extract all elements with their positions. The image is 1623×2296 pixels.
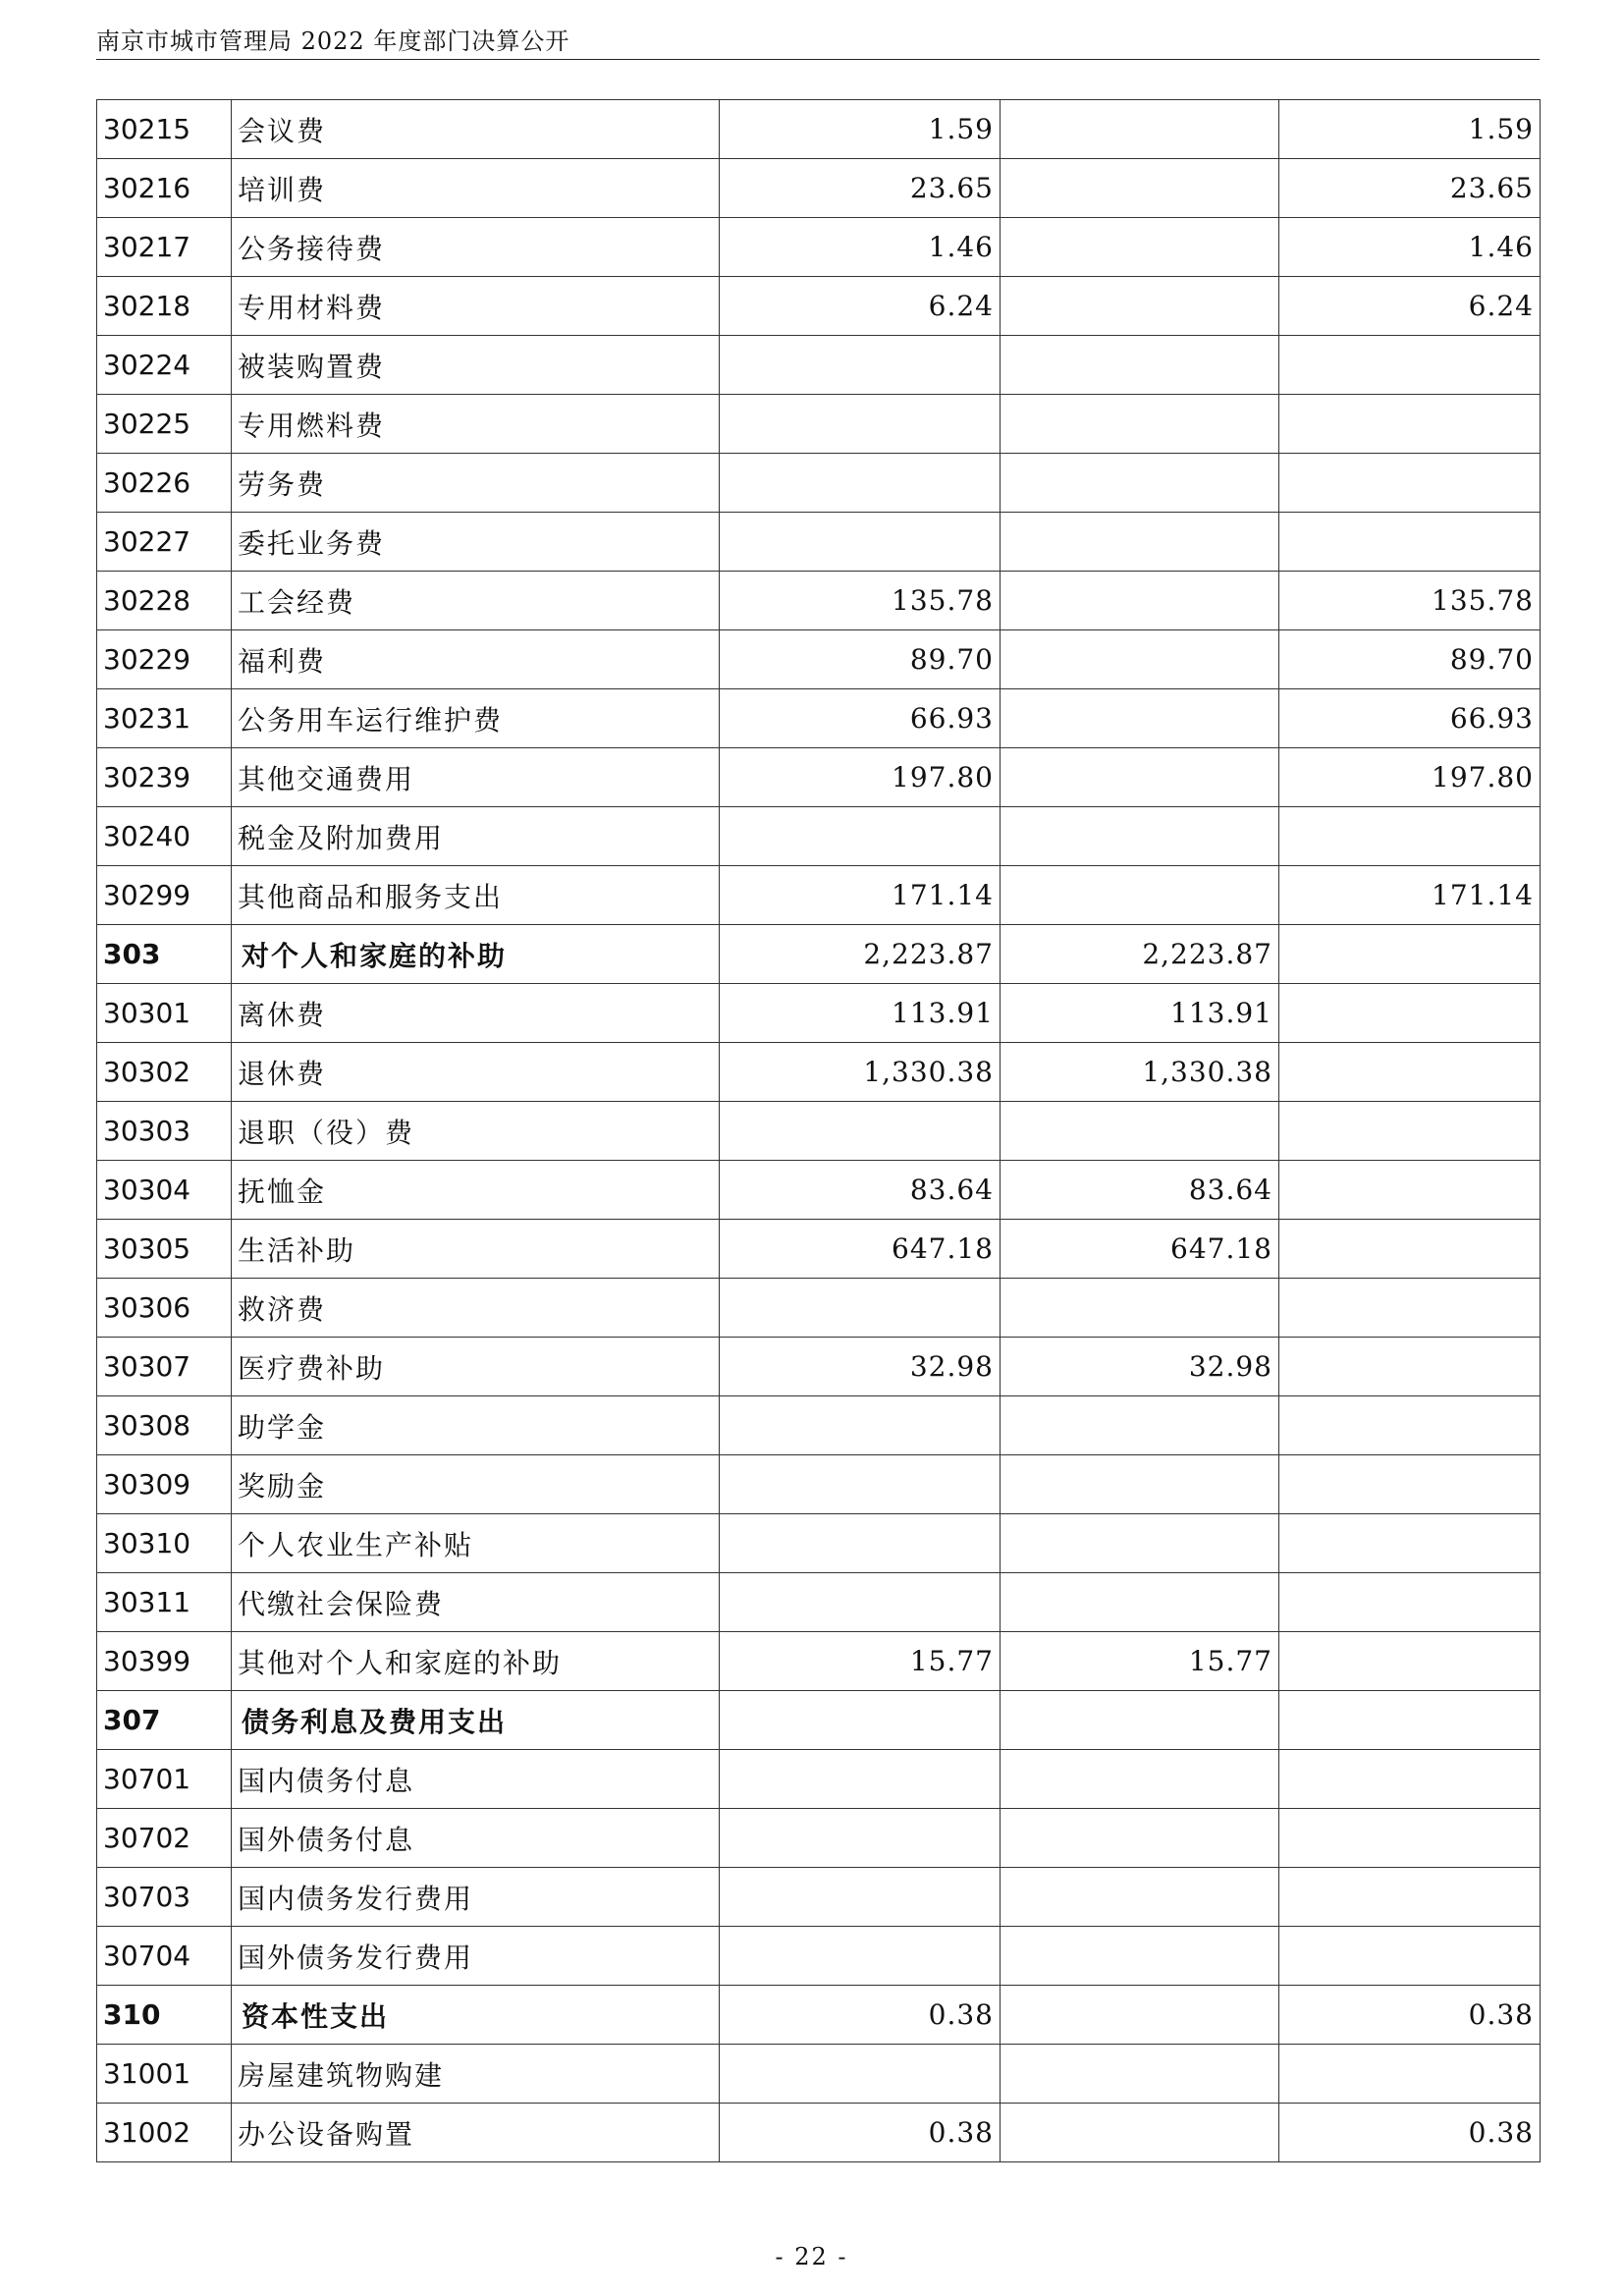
row-name-cell: 离休费 xyxy=(232,984,720,1043)
row-name-cell: 劳务费 xyxy=(232,454,720,513)
row-code-cell: 30225 xyxy=(97,395,232,454)
table-row xyxy=(97,1220,1541,1279)
row-total-cell: 1.46 xyxy=(720,218,1001,277)
row-name-cell: 工会经费 xyxy=(232,572,720,630)
row-basic-cell xyxy=(1001,454,1279,513)
row-public-cell xyxy=(1279,1868,1541,1927)
row-name-cell: 税金及附加费用 xyxy=(232,807,720,866)
table-row xyxy=(97,277,1541,336)
row-basic-cell: 32.98 xyxy=(1001,1338,1279,1396)
row-basic-cell xyxy=(1001,336,1279,395)
row-code-cell: 30216 xyxy=(97,159,232,218)
table-row xyxy=(97,2104,1541,2162)
row-name-cell: 委托业务费 xyxy=(232,513,720,572)
row-total-cell: 2,223.87 xyxy=(720,925,1001,984)
row-name-cell: 债务利息及费用支出 xyxy=(232,1691,720,1750)
row-name-cell: 医疗费补助 xyxy=(232,1338,720,1396)
row-code-cell: 310 xyxy=(97,1986,232,2045)
expenditure-table-body xyxy=(97,100,1541,2162)
row-public-cell: 197.80 xyxy=(1279,748,1541,807)
row-total-cell xyxy=(720,1809,1001,1868)
row-basic-cell xyxy=(1001,218,1279,277)
row-name-cell: 其他对个人和家庭的补助 xyxy=(232,1632,720,1691)
category-row xyxy=(97,925,1541,984)
row-public-cell: 23.65 xyxy=(1279,159,1541,218)
row-name-cell: 福利费 xyxy=(232,630,720,689)
row-basic-cell xyxy=(1001,572,1279,630)
row-name-cell: 生活补助 xyxy=(232,1220,720,1279)
row-total-cell xyxy=(720,1691,1001,1750)
row-total-cell: 0.38 xyxy=(720,2104,1001,2162)
table-row xyxy=(97,866,1541,925)
row-code-cell: 30704 xyxy=(97,1927,232,1986)
row-public-cell xyxy=(1279,1927,1541,1986)
row-basic-cell xyxy=(1001,1102,1279,1161)
row-code-cell: 30303 xyxy=(97,1102,232,1161)
row-name-cell: 公务接待费 xyxy=(232,218,720,277)
row-total-cell: 1,330.38 xyxy=(720,1043,1001,1102)
row-basic-cell: 2,223.87 xyxy=(1001,925,1279,984)
row-name-cell: 培训费 xyxy=(232,159,720,218)
row-name-cell: 其他交通费用 xyxy=(232,748,720,807)
row-public-cell xyxy=(1279,1750,1541,1809)
row-basic-cell: 113.91 xyxy=(1001,984,1279,1043)
row-name-cell: 退休费 xyxy=(232,1043,720,1102)
row-code-cell: 30231 xyxy=(97,689,232,748)
table-row xyxy=(97,572,1541,630)
row-basic-cell xyxy=(1001,1455,1279,1514)
row-code-cell: 30311 xyxy=(97,1573,232,1632)
row-total-cell: 15.77 xyxy=(720,1632,1001,1691)
row-public-cell: 1.46 xyxy=(1279,218,1541,277)
row-code-cell: 31002 xyxy=(97,2104,232,2162)
row-total-cell xyxy=(720,1750,1001,1809)
table-row xyxy=(97,1455,1541,1514)
row-code-cell: 307 xyxy=(97,1691,232,1750)
row-total-cell: 113.91 xyxy=(720,984,1001,1043)
row-total-cell: 197.80 xyxy=(720,748,1001,807)
row-basic-cell: 1,330.38 xyxy=(1001,1043,1279,1102)
row-code-cell: 31001 xyxy=(97,2045,232,2104)
row-name-cell: 抚恤金 xyxy=(232,1161,720,1220)
row-name-cell: 代缴社会保险费 xyxy=(232,1573,720,1632)
row-name-cell: 办公设备购置 xyxy=(232,2104,720,2162)
row-basic-cell xyxy=(1001,866,1279,925)
row-name-cell: 资本性支出 xyxy=(232,1986,720,2045)
row-code-cell: 30310 xyxy=(97,1514,232,1573)
row-total-cell xyxy=(720,1927,1001,1986)
row-total-cell xyxy=(720,1868,1001,1927)
row-public-cell xyxy=(1279,395,1541,454)
row-public-cell: 135.78 xyxy=(1279,572,1541,630)
row-name-cell: 公务用车运行维护费 xyxy=(232,689,720,748)
table-row xyxy=(97,159,1541,218)
row-public-cell xyxy=(1279,1514,1541,1573)
table-row xyxy=(97,1809,1541,1868)
table-row xyxy=(97,1161,1541,1220)
row-code-cell: 30702 xyxy=(97,1809,232,1868)
table-row xyxy=(97,748,1541,807)
row-basic-cell: 15.77 xyxy=(1001,1632,1279,1691)
row-total-cell: 32.98 xyxy=(720,1338,1001,1396)
row-public-cell: 66.93 xyxy=(1279,689,1541,748)
row-name-cell: 国外债务付息 xyxy=(232,1809,720,1868)
row-public-cell xyxy=(1279,1338,1541,1396)
row-public-cell xyxy=(1279,1396,1541,1455)
row-total-cell xyxy=(720,1102,1001,1161)
row-total-cell: 647.18 xyxy=(720,1220,1001,1279)
row-total-cell: 135.78 xyxy=(720,572,1001,630)
row-code-cell: 30215 xyxy=(97,100,232,159)
row-public-cell xyxy=(1279,1573,1541,1632)
row-total-cell xyxy=(720,1279,1001,1338)
row-name-cell: 专用材料费 xyxy=(232,277,720,336)
row-code-cell: 30226 xyxy=(97,454,232,513)
row-code-cell: 30227 xyxy=(97,513,232,572)
header-divider xyxy=(96,59,1540,60)
row-basic-cell xyxy=(1001,807,1279,866)
table-row xyxy=(97,1573,1541,1632)
row-code-cell: 30301 xyxy=(97,984,232,1043)
row-code-cell: 30240 xyxy=(97,807,232,866)
table-row xyxy=(97,2045,1541,2104)
table-row xyxy=(97,630,1541,689)
document-header-title: 南京市城市管理局 2022 年度部门决算公开 xyxy=(96,27,570,55)
category-row xyxy=(97,1691,1541,1750)
table-row xyxy=(97,218,1541,277)
row-code-cell: 30304 xyxy=(97,1161,232,1220)
table-row xyxy=(97,984,1541,1043)
row-basic-cell xyxy=(1001,748,1279,807)
row-total-cell: 6.24 xyxy=(720,277,1001,336)
table-row xyxy=(97,1632,1541,1691)
row-public-cell: 6.24 xyxy=(1279,277,1541,336)
row-code-cell: 30399 xyxy=(97,1632,232,1691)
row-public-cell: 0.38 xyxy=(1279,1986,1541,2045)
table-row xyxy=(97,1868,1541,1927)
row-public-cell: 89.70 xyxy=(1279,630,1541,689)
row-public-cell xyxy=(1279,1161,1541,1220)
row-basic-cell xyxy=(1001,1986,1279,2045)
row-basic-cell xyxy=(1001,1809,1279,1868)
row-public-cell: 1.59 xyxy=(1279,100,1541,159)
row-name-cell: 个人农业生产补贴 xyxy=(232,1514,720,1573)
row-name-cell: 其他商品和服务支出 xyxy=(232,866,720,925)
row-public-cell xyxy=(1279,1220,1541,1279)
row-basic-cell: 83.64 xyxy=(1001,1161,1279,1220)
row-basic-cell xyxy=(1001,630,1279,689)
row-total-cell xyxy=(720,513,1001,572)
row-total-cell: 1.59 xyxy=(720,100,1001,159)
table-row xyxy=(97,1514,1541,1573)
table-row xyxy=(97,454,1541,513)
table-row xyxy=(97,1750,1541,1809)
row-code-cell: 30307 xyxy=(97,1338,232,1396)
row-public-cell xyxy=(1279,1809,1541,1868)
table-row xyxy=(97,1102,1541,1161)
row-basic-cell: 647.18 xyxy=(1001,1220,1279,1279)
row-code-cell: 30228 xyxy=(97,572,232,630)
row-basic-cell xyxy=(1001,689,1279,748)
row-code-cell: 30217 xyxy=(97,218,232,277)
row-public-cell xyxy=(1279,454,1541,513)
row-basic-cell xyxy=(1001,1514,1279,1573)
table-row xyxy=(97,100,1541,159)
table-row xyxy=(97,1338,1541,1396)
page-number: - 22 - xyxy=(775,2243,848,2270)
row-total-cell: 171.14 xyxy=(720,866,1001,925)
row-public-cell xyxy=(1279,2045,1541,2104)
row-code-cell: 303 xyxy=(97,925,232,984)
row-code-cell: 30703 xyxy=(97,1868,232,1927)
row-basic-cell xyxy=(1001,1279,1279,1338)
row-basic-cell xyxy=(1001,1573,1279,1632)
row-total-cell xyxy=(720,807,1001,866)
row-code-cell: 30701 xyxy=(97,1750,232,1809)
row-basic-cell xyxy=(1001,100,1279,159)
row-public-cell xyxy=(1279,925,1541,984)
row-name-cell: 救济费 xyxy=(232,1279,720,1338)
row-name-cell: 奖励金 xyxy=(232,1455,720,1514)
row-public-cell xyxy=(1279,807,1541,866)
row-name-cell: 对个人和家庭的补助 xyxy=(232,925,720,984)
row-total-cell xyxy=(720,395,1001,454)
row-basic-cell xyxy=(1001,2104,1279,2162)
row-code-cell: 30309 xyxy=(97,1455,232,1514)
category-row xyxy=(97,1986,1541,2045)
table-row xyxy=(97,1927,1541,1986)
row-code-cell: 30299 xyxy=(97,866,232,925)
table-row xyxy=(97,1279,1541,1338)
row-name-cell: 被装购置费 xyxy=(232,336,720,395)
row-public-cell: 171.14 xyxy=(1279,866,1541,925)
expenditure-table xyxy=(96,99,1541,2162)
row-total-cell xyxy=(720,1514,1001,1573)
row-basic-cell xyxy=(1001,159,1279,218)
row-basic-cell xyxy=(1001,1868,1279,1927)
row-total-cell: 0.38 xyxy=(720,1986,1001,2045)
table-row xyxy=(97,336,1541,395)
row-public-cell xyxy=(1279,513,1541,572)
row-total-cell xyxy=(720,2045,1001,2104)
row-name-cell: 房屋建筑物购建 xyxy=(232,2045,720,2104)
row-code-cell: 30308 xyxy=(97,1396,232,1455)
table-row xyxy=(97,1396,1541,1455)
row-name-cell: 会议费 xyxy=(232,100,720,159)
row-basic-cell xyxy=(1001,2045,1279,2104)
row-code-cell: 30302 xyxy=(97,1043,232,1102)
row-name-cell: 退职（役）费 xyxy=(232,1102,720,1161)
row-basic-cell xyxy=(1001,1927,1279,1986)
row-name-cell: 专用燃料费 xyxy=(232,395,720,454)
row-code-cell: 30305 xyxy=(97,1220,232,1279)
row-name-cell: 国内债务付息 xyxy=(232,1750,720,1809)
table-row xyxy=(97,513,1541,572)
row-total-cell xyxy=(720,336,1001,395)
row-basic-cell xyxy=(1001,1750,1279,1809)
row-basic-cell xyxy=(1001,1396,1279,1455)
row-code-cell: 30239 xyxy=(97,748,232,807)
row-code-cell: 30306 xyxy=(97,1279,232,1338)
row-code-cell: 30224 xyxy=(97,336,232,395)
row-basic-cell xyxy=(1001,1691,1279,1750)
row-name-cell: 国内债务发行费用 xyxy=(232,1868,720,1927)
row-total-cell: 83.64 xyxy=(720,1161,1001,1220)
row-total-cell: 89.70 xyxy=(720,630,1001,689)
table-row xyxy=(97,395,1541,454)
row-total-cell: 66.93 xyxy=(720,689,1001,748)
row-code-cell: 30229 xyxy=(97,630,232,689)
row-total-cell xyxy=(720,1455,1001,1514)
row-public-cell xyxy=(1279,984,1541,1043)
table-row xyxy=(97,689,1541,748)
row-basic-cell xyxy=(1001,513,1279,572)
table-row xyxy=(97,807,1541,866)
row-total-cell: 23.65 xyxy=(720,159,1001,218)
row-public-cell xyxy=(1279,1455,1541,1514)
row-public-cell: 0.38 xyxy=(1279,2104,1541,2162)
row-total-cell xyxy=(720,454,1001,513)
row-public-cell xyxy=(1279,336,1541,395)
row-public-cell xyxy=(1279,1632,1541,1691)
row-public-cell xyxy=(1279,1102,1541,1161)
row-name-cell: 助学金 xyxy=(232,1396,720,1455)
row-public-cell xyxy=(1279,1691,1541,1750)
row-total-cell xyxy=(720,1573,1001,1632)
row-code-cell: 30218 xyxy=(97,277,232,336)
table-row xyxy=(97,1043,1541,1102)
row-public-cell xyxy=(1279,1043,1541,1102)
row-basic-cell xyxy=(1001,395,1279,454)
row-basic-cell xyxy=(1001,277,1279,336)
row-public-cell xyxy=(1279,1279,1541,1338)
row-name-cell: 国外债务发行费用 xyxy=(232,1927,720,1986)
row-total-cell xyxy=(720,1396,1001,1455)
